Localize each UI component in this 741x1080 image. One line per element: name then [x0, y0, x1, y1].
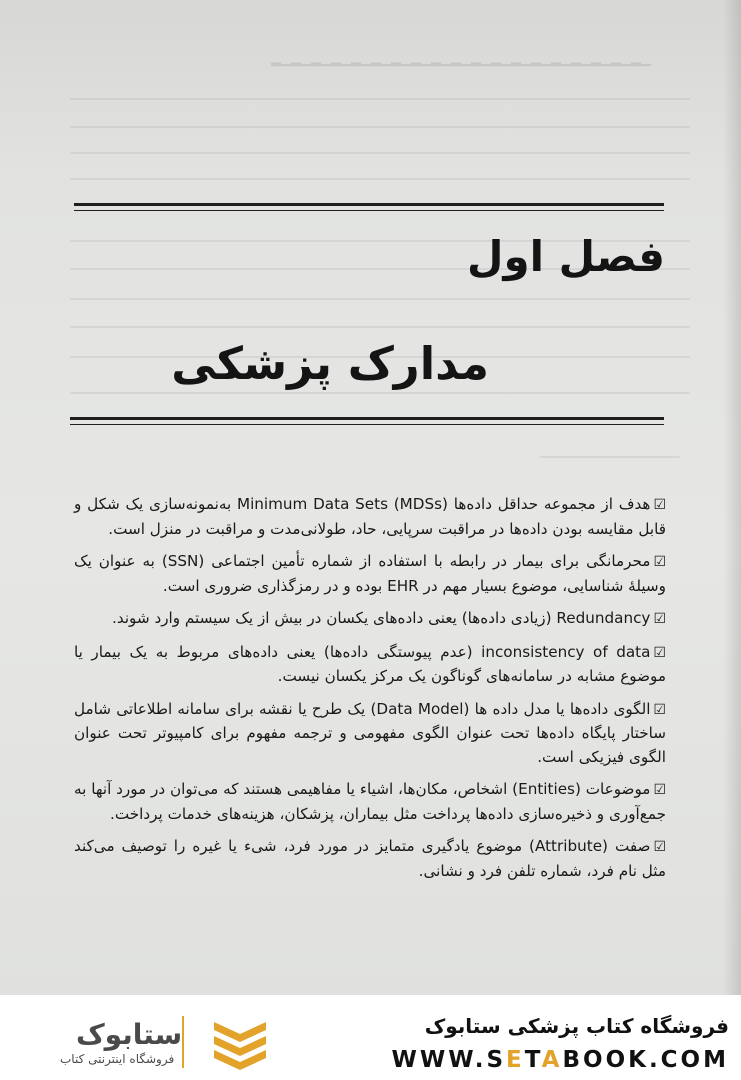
checkbox-icon: ☑: [653, 782, 666, 798]
logo-wordmark: ستابوک: [76, 1018, 183, 1051]
paragraph: [74, 550, 666, 598]
paragraph: [74, 607, 666, 632]
paragraph-text: هدف از مجموعه حداقل داده‌ها Minimum Data Sets (MDSs) به‌نمونه‌سازی یک شکل و قابل مقایسه بودن داده‌ها در مراقبت سرپایی، حاد، طولانی‌مدت و مراقبت در منزل است.: [74, 495, 666, 538]
paragraph-text: inconsistency of data (عدم پیوستگی داده‌ها) یعنی داده‌های مربوط به یک بیمار یا موضوع مشابه در سامانه‌های گوناگون یک مرکز یکسان نیست.: [74, 642, 666, 685]
paragraph-text: صفت (Attribute) موضوع یادگیری متمایز در مورد فرد، شیء یا غیره را توصیف می‌کند مثل نام فرد، شماره تلفن فرد و نشانی.: [74, 837, 666, 880]
show-through-line: [70, 392, 690, 394]
url-letter: T: [524, 1047, 542, 1073]
url-prefix: WWW.: [391, 1047, 487, 1073]
bottom-rule-thick: [70, 417, 664, 420]
show-through-line: [70, 152, 690, 154]
top-rule-thick: [74, 203, 664, 206]
paragraph-text: Redundancy (زیادی داده‌ها) یعنی داده‌های یکسان در بیش از یک سیستم وارد شوند.: [112, 609, 651, 627]
bottom-rule-thin: [70, 424, 664, 425]
url-letter: S: [486, 1047, 507, 1073]
url-letter-accent: E: [506, 1047, 525, 1073]
shop-name: فروشگاه کتاب پزشکی ستابوک: [424, 1014, 729, 1038]
paragraph: [74, 493, 666, 541]
paragraph: [74, 641, 666, 689]
paragraph: [74, 778, 666, 826]
paragraph-text: موضوعات (Entities) اشخاص، مکان‌ها، اشیاء یا مفاهیمی هستند که می‌توان در مورد آنها به جمع‌آوری و ذخیره‌سازی داده‌ها پرداخت مثل بیماران، پزشکان، هزینه‌های خدمات پرداخت.: [74, 780, 666, 823]
book-stack-icon: [210, 1014, 270, 1070]
show-through-line: [70, 298, 690, 300]
show-through-line: [70, 126, 690, 128]
shop-url-link[interactable]: [391, 1047, 729, 1073]
url-letter-accent: A: [541, 1047, 563, 1073]
paragraph: [74, 698, 666, 770]
body-text: [74, 493, 666, 892]
checkbox-icon: ☑: [653, 839, 667, 855]
top-rule-thin: [74, 210, 664, 211]
paragraph-text: الگوی داده‌ها یا مدل داده ها (Data Model) یک طرح یا نقشه برای سامانه اطلاعاتی شامل ساختار پایگاه داده‌ها تحت عنوان الگوی مفهومی و ترجمه مفهوم برای کامپیوتر تحت عنوان الگوی فیزیکی است.: [74, 699, 666, 766]
show-through-line: [70, 326, 690, 328]
chapter-title: مدارک پزشکی: [171, 337, 489, 390]
paragraph: [74, 835, 666, 883]
logo-tagline: فروشگاه اینترنتی کتاب: [60, 1052, 175, 1066]
checkbox-icon: ☑: [653, 554, 666, 570]
checkbox-icon: ☑: [653, 497, 667, 513]
checkbox-icon: ☑: [653, 644, 666, 661]
show-through-line: [70, 98, 690, 100]
show-through-line: [70, 178, 690, 180]
url-suffix: BOOK.COM: [562, 1047, 729, 1073]
checkbox-icon: ☑: [653, 701, 666, 718]
show-through-header: ▁▂▁▂▁▂▁▂▁▂▁▂▁▂▁▂▁▂▁▂▁▂▁▂▁▂▁▂▁▂▁▂▁▂▁▂▁▂: [271, 52, 651, 67]
setabook-logo[interactable]: [30, 1012, 320, 1072]
chapter-label: فصل اول: [467, 232, 665, 281]
paragraph-text: محرمانگی برای بیمار در رابطه با استفاده از شماره تأمین اجتماعی (SSN) به عنوان یک وسیلهٔ شناسایی، موضوع بسیار مهم در EHR بوده و در رمزگذاری ضروری است.: [74, 552, 666, 595]
logo-divider: [182, 1016, 184, 1068]
checkbox-icon: ☑: [653, 611, 666, 627]
show-through-line: [540, 456, 680, 458]
